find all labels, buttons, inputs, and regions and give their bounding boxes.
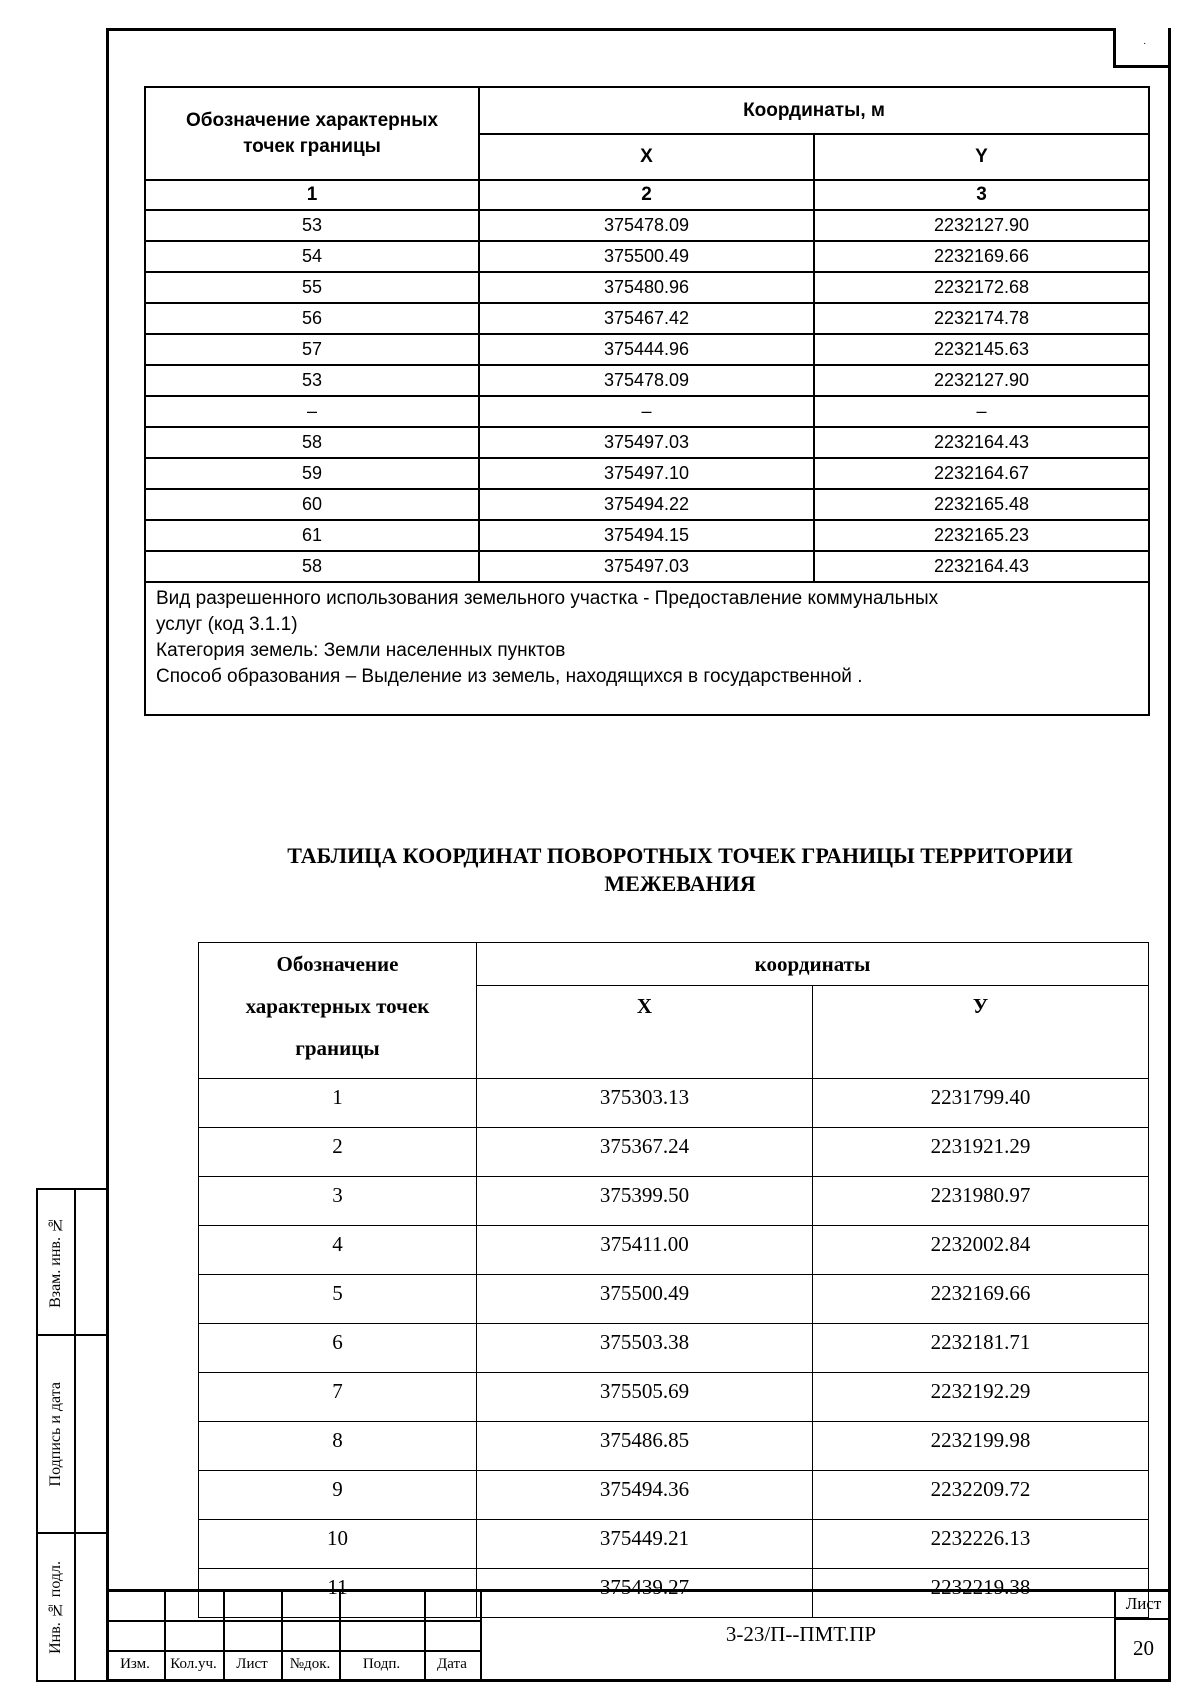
t1-y: 2232145.63 [814,334,1149,365]
t1-notes [145,582,1149,715]
t2-y-header: У [813,986,1149,1079]
table-row [199,1471,1149,1520]
side-cell-inv-orig [36,1532,106,1682]
t1-point: 61 [145,520,479,551]
table-row [145,520,1149,551]
t1-x: 375478.09 [479,210,814,241]
table-row [145,210,1149,241]
t2-x: 375411.00 [477,1226,813,1275]
t1-y: 2232164.67 [814,458,1149,489]
t2-y: 2232219.38 [813,1569,1149,1618]
t1-y: 2232165.23 [814,520,1149,551]
table2-title-line2: МЕЖЕВАНИЯ [604,871,756,896]
t1-colnum: 2 [479,180,814,210]
t2-point-header-line3: границы [295,1036,380,1060]
label-podp: Подп. [362,1656,401,1672]
document-code: 3-23/П--ПМТ.ПР [725,1622,877,1646]
table-row [199,1079,1149,1128]
table2-title [180,842,1180,898]
usage-line-1: Вид разрешенного использования земельного участка - Предоставление коммунальных [156,588,939,609]
table-row [145,365,1149,396]
t1-x: 375494.15 [479,520,814,551]
t2-x: 375367.24 [477,1128,813,1177]
t1-y: 2232127.90 [814,365,1149,396]
t2-point: 9 [199,1471,477,1520]
table-row [145,272,1149,303]
label-kol-uch: Кол.уч. [170,1656,217,1672]
t2-point: 2 [199,1128,477,1177]
t2-x: 375505.69 [477,1373,813,1422]
t1-notes-row [145,582,1149,715]
t1-y: 2232165.48 [814,489,1149,520]
side-cell-sign-date [36,1334,106,1534]
t2-x: 375503.38 [477,1324,813,1373]
t2-coords-header: координаты [477,943,1149,986]
t2-point: 3 [199,1177,477,1226]
table-row [145,241,1149,272]
table-row [199,1520,1149,1569]
label-data: Дата [437,1656,467,1672]
table-row [199,1275,1149,1324]
t2-point-header-line2: характерных точек [245,994,430,1018]
table-row [145,427,1149,458]
t2-y: 2232192.29 [813,1373,1149,1422]
t2-y: 2231921.29 [813,1128,1149,1177]
t2-point: 6 [199,1324,477,1373]
corner-mark: · [1143,38,1147,49]
usage-line-2: услуг (код 3.1.1) [156,614,298,635]
t1-point: 60 [145,489,479,520]
t2-x: 375303.13 [477,1079,813,1128]
side-stamp [36,1188,106,1682]
t1-x: 375467.42 [479,303,814,334]
t1-y: 2232164.43 [814,551,1149,582]
table-row [199,1128,1149,1177]
t2-point: 4 [199,1226,477,1275]
table-row [145,458,1149,489]
t2-point-header [199,943,477,1079]
t2-y: 2232226.13 [813,1520,1149,1569]
side-cell-replace-inv [36,1188,106,1336]
t2-point-header-line1: Обозначение [276,952,399,976]
t2-x: 375500.49 [477,1275,813,1324]
table-row [145,396,1149,427]
t1-x: 375480.96 [479,272,814,303]
t1-point: 53 [145,365,479,396]
t2-x: 375399.50 [477,1177,813,1226]
t1-point-header: Обозначение характерных точек границы [145,87,479,180]
side-label-inv-orig: Инв. № подл. [47,1560,64,1654]
t1-point: 59 [145,458,479,489]
t2-point: 7 [199,1373,477,1422]
t2-x: 375494.36 [477,1471,813,1520]
table-row [145,334,1149,365]
table-row [145,303,1149,334]
coordinates-table-2 [198,942,1149,1618]
t1-x: 375497.10 [479,458,814,489]
t1-point: 58 [145,427,479,458]
table2-title-line1: ТАБЛИЦА КООРДИНАТ ПОВОРОТНЫХ ТОЧЕК ГРАНИЦЫ ТЕРРИТОРИИ [287,843,1073,868]
t2-y: 2232181.71 [813,1324,1149,1373]
t1-point: 54 [145,241,479,272]
t1-y: – [814,396,1149,427]
t1-x-header: X [479,134,814,180]
t2-x-header: X [477,986,813,1079]
t2-point: 11 [199,1569,477,1618]
t1-x: 375500.49 [479,241,814,272]
t1-y: 2232172.68 [814,272,1149,303]
t1-x: 375478.09 [479,365,814,396]
corner-box [1113,28,1171,68]
formation-method: Способ образования – Выделение из земель, находящихся в государственной . [156,666,863,687]
t2-x: 375449.21 [477,1520,813,1569]
land-category: Категория земель: Земли населенных пунктов [156,640,566,661]
table-row [145,489,1149,520]
t1-point: 53 [145,210,479,241]
t1-x: 375494.22 [479,489,814,520]
side-label-replace-inv: Взам. инв. № [47,1216,64,1308]
t2-y: 2232199.98 [813,1422,1149,1471]
t2-y: 2231799.40 [813,1079,1149,1128]
coordinates-table-1 [144,86,1150,716]
title-block-grid [106,1592,481,1682]
side-label-sign-date: Подпись и дата [47,1381,64,1487]
t1-column-numbers [145,180,1149,210]
t1-x: 375444.96 [479,334,814,365]
t1-point: 56 [145,303,479,334]
t1-y: 2232169.66 [814,241,1149,272]
t2-point: 8 [199,1422,477,1471]
t1-y: 2232127.90 [814,210,1149,241]
t2-y: 2232002.84 [813,1226,1149,1275]
sheet-label: Лист [1125,1594,1162,1613]
sheet-number: 20 [1133,1636,1154,1660]
t2-y: 2231980.97 [813,1177,1149,1226]
label-ndok: №док. [289,1656,331,1672]
t2-y: 2232169.66 [813,1275,1149,1324]
table-row [145,551,1149,582]
label-izm: Изм. [120,1656,150,1672]
label-list: Лист [236,1656,268,1672]
t1-x: – [479,396,814,427]
table-row [199,1422,1149,1471]
t2-point: 5 [199,1275,477,1324]
title-block [106,1589,1171,1682]
t1-point: 57 [145,334,479,365]
t2-point: 1 [199,1079,477,1128]
t1-y: 2232174.78 [814,303,1149,334]
table-row [199,1373,1149,1422]
t1-colnum: 3 [814,180,1149,210]
t1-y: 2232164.43 [814,427,1149,458]
t1-y-header: Y [814,134,1149,180]
t1-colnum: 1 [145,180,479,210]
t1-point: – [145,396,479,427]
t1-point: 55 [145,272,479,303]
t1-x: 375497.03 [479,427,814,458]
t1-point: 58 [145,551,479,582]
t2-x: 375486.85 [477,1422,813,1471]
t1-coords-header: Координаты, м [479,87,1149,134]
table-row [199,1177,1149,1226]
t2-y: 2232209.72 [813,1471,1149,1520]
table-row [199,1324,1149,1373]
t2-point: 10 [199,1520,477,1569]
t1-x: 375497.03 [479,551,814,582]
t2-x: 375439.27 [477,1569,813,1618]
sheet-box [1114,1592,1171,1682]
table-row [199,1226,1149,1275]
